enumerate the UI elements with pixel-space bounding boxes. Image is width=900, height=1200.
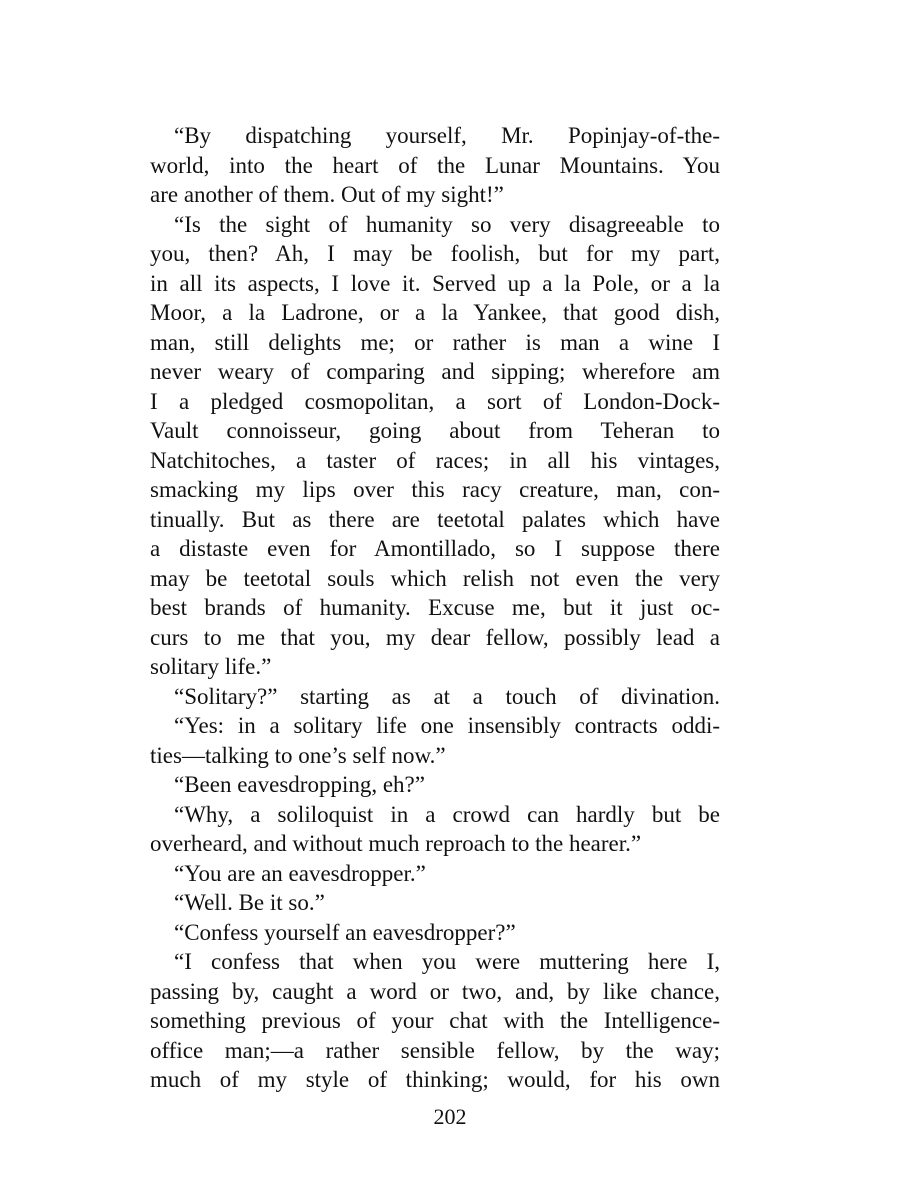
text-line: passing by, caught a word or two, and, by like chance, bbox=[150, 978, 720, 1004]
text-line: “Been eavesdropping, eh?” bbox=[174, 772, 425, 797]
text-line: in all its aspects, I love it. Served up a la Pole, or a la bbox=[150, 270, 720, 296]
text-line: office man;—a rather sensible fellow, by the way; bbox=[150, 1037, 720, 1063]
text-line: Moor, a la Ladrone, or a la Yankee, that good dish, bbox=[150, 300, 720, 325]
text-line: smacking my lips over this racy creature, man, con- bbox=[150, 477, 720, 502]
text-line: never weary of comparing and sipping; wherefore am bbox=[150, 359, 720, 384]
text-line: world, into the heart of the Lunar Mountains. You bbox=[150, 152, 720, 178]
text-line: you, then? Ah, I may be foolish, but for my part, bbox=[150, 241, 720, 266]
text-line: ties—talking to one’s self now.” bbox=[150, 742, 446, 768]
text-line: “I confess that when you were muttering here I, bbox=[174, 949, 720, 974]
text-line: are another of them. Out of my sight!” bbox=[150, 182, 504, 207]
text-line: best brands of humanity. Excuse me, but it just oc- bbox=[150, 595, 720, 620]
text-line: “By dispatching yourself, Mr. Popinjay-of-the- bbox=[174, 123, 720, 148]
text-line: may be teetotal souls which relish not even the very bbox=[150, 565, 720, 591]
text-line: “You are an eavesdropper.” bbox=[174, 860, 426, 886]
text-line: I a pledged cosmopolitan, a sort of London-Dock- bbox=[150, 388, 720, 414]
text-line: “Why, a soliloquist in a crowd can hardly but be bbox=[174, 801, 720, 827]
text-line: Vault connoisseur, going about from Teheran to bbox=[150, 418, 720, 443]
text-line: something previous of your chat with the Intelligence- bbox=[150, 1008, 720, 1033]
text-line: Natchitoches, a taster of races; in all his vintages, bbox=[150, 447, 720, 473]
text-line: tinually. But as there are teetotal palates which have bbox=[150, 506, 720, 532]
text-line: “Well. Be it so.” bbox=[174, 890, 325, 915]
page-number: 202 bbox=[433, 1104, 467, 1129]
text-line: solitary life.” bbox=[150, 654, 272, 679]
text-line: curs to me that you, my dear fellow, possibly lead a bbox=[150, 624, 720, 650]
text-line: overheard, and without much reproach to the hearer.” bbox=[150, 831, 642, 856]
text-line: man, still delights me; or rather is man a wine I bbox=[150, 329, 720, 355]
page-body bbox=[150, 121, 720, 1095]
text-line: a distaste even for Amontillado, so I suppose there bbox=[150, 536, 720, 561]
text-line: “Solitary?” starting as at a touch of divination. bbox=[174, 683, 720, 709]
text-line: much of my style of thinking; would, for his own bbox=[150, 1067, 720, 1092]
text-line: “Yes: in a solitary life one insensibly contracts oddi- bbox=[174, 713, 720, 738]
text-line: “Confess yourself an eavesdropper?” bbox=[174, 919, 516, 945]
text-line: “Is the sight of humanity so very disagreeable to bbox=[174, 211, 720, 237]
